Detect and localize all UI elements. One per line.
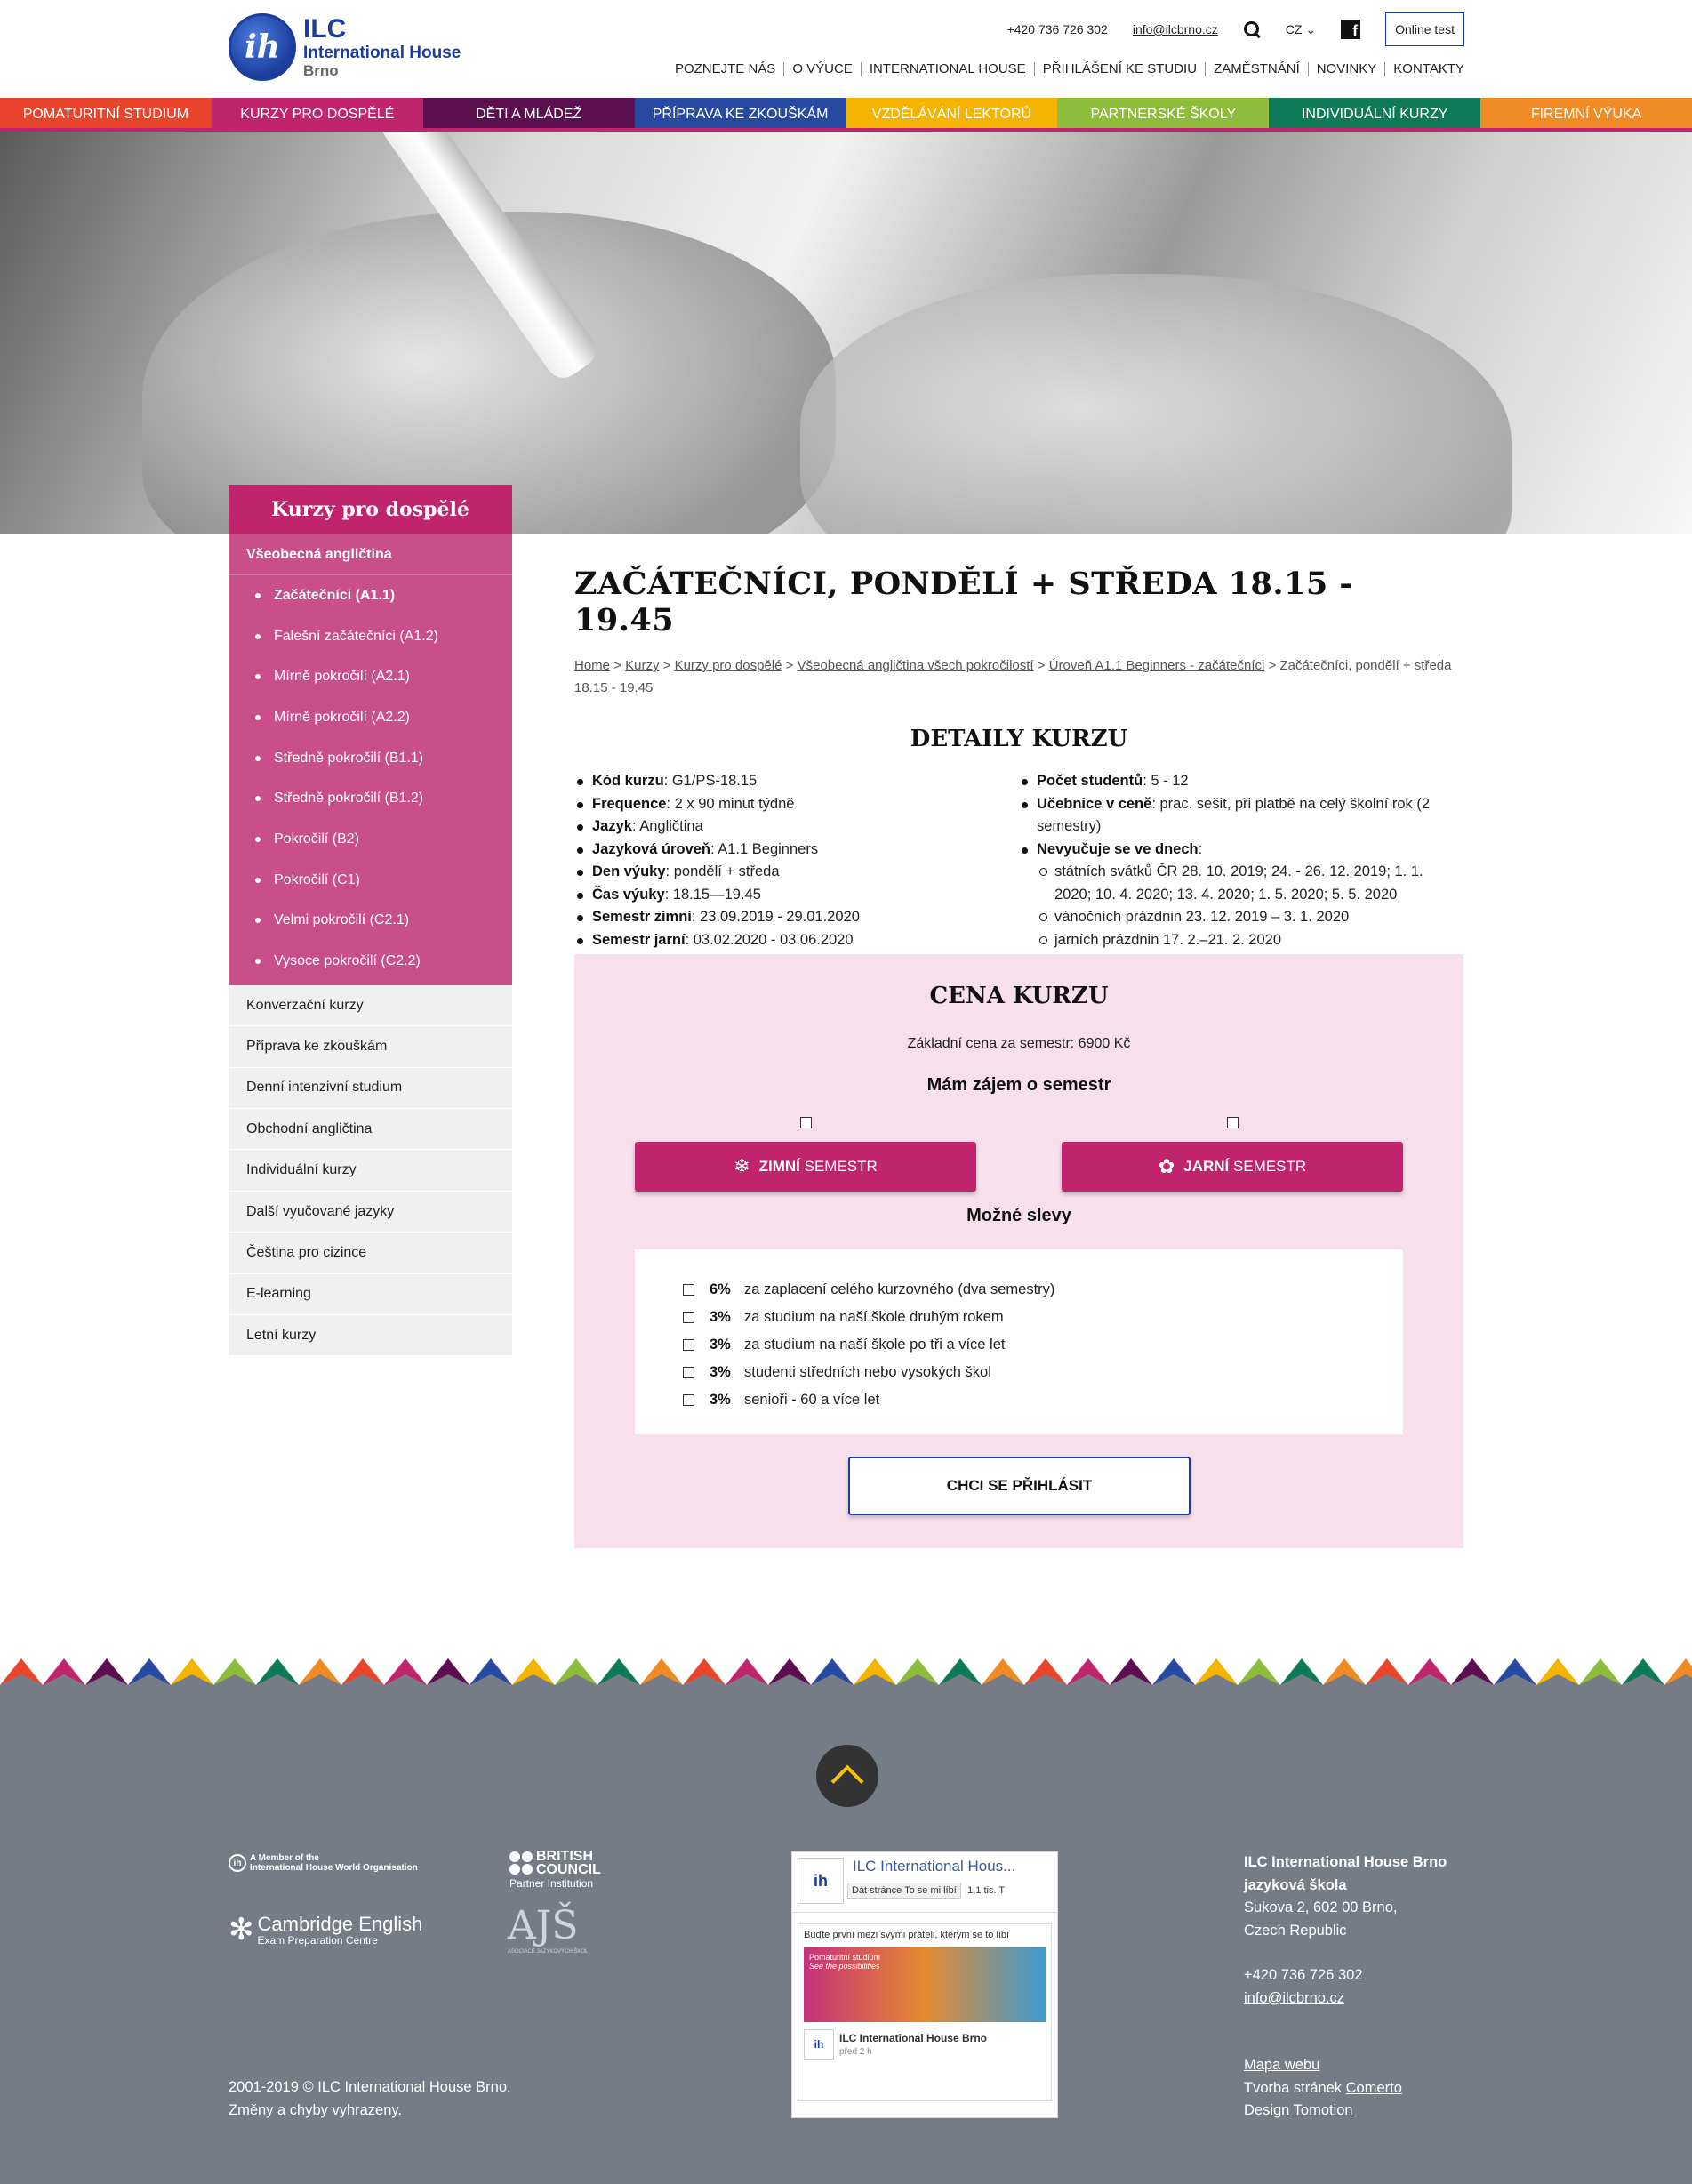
header-phone[interactable]: +420 736 726 302	[1006, 22, 1108, 36]
address-line1: Sukova 2, 602 00 Brno,	[1244, 1899, 1398, 1915]
sidebar	[229, 485, 512, 1356]
discount-row	[683, 1359, 1403, 1386]
detail-value: : G1/PS-18.15	[663, 773, 758, 789]
price-box	[574, 954, 1463, 1548]
discount-checkbox[interactable]	[683, 1367, 694, 1378]
ajs-sub: ASOCIACE JAZYKOVÝCH ŠKOL	[508, 1949, 589, 1955]
main-content	[574, 566, 1463, 951]
footer-address	[1244, 1851, 1447, 2010]
sidebar-item[interactable]: Příprava ke zkouškám	[229, 1026, 512, 1067]
address-line2: Czech Republic	[1244, 1922, 1347, 1939]
discount-row	[683, 1276, 1403, 1304]
nav-item[interactable]: NOVINKY	[1309, 62, 1386, 76]
price-title: CENA KURZU	[929, 983, 1109, 1009]
detail-value: : A1.1 Beginners	[710, 840, 819, 857]
discount-text: senioři - 60 a více let	[744, 1392, 880, 1408]
discount-percent: 3%	[710, 1364, 731, 1380]
british-council-logo[interactable]	[509, 1850, 601, 1890]
detail-value: : pondělí + středa	[665, 863, 780, 879]
breadcrumb-separator: >	[782, 658, 798, 673]
sitemap-link[interactable]: Mapa webu	[1244, 2057, 1320, 2073]
copyright-text: 2001-2019 © ILC International House Brno.	[229, 2079, 511, 2095]
ajs-logo[interactable]	[508, 1903, 589, 1955]
facebook-icon[interactable]: f	[1341, 20, 1360, 39]
detail-item	[574, 861, 1019, 884]
breadcrumb-current: Začátečníci, pondělí + středa 18.15 - 19.45	[574, 658, 1452, 695]
zigzag-bottom	[1664, 1674, 1692, 1703]
nav-item[interactable]: O VÝUCE	[784, 62, 862, 76]
footer-phone[interactable]: +420 736 726 302	[1244, 1967, 1363, 1983]
fb-page-name[interactable]: ILC International Hous...	[853, 1858, 1016, 1875]
main-nav	[667, 62, 1464, 76]
sidebar-level-item[interactable]: Pokročilí (C1)	[229, 860, 512, 901]
detail-value: : 2 x 90 minut týdně	[666, 795, 795, 812]
category-tab[interactable]: DĚTI A MLÁDEŽ	[423, 98, 635, 132]
fb-post-time: před 2 h	[839, 2047, 872, 2057]
discount-percent: 3%	[710, 1309, 731, 1325]
discount-row	[683, 1331, 1403, 1359]
detail-value: : 03.02.2020 - 03.06.2020	[685, 931, 854, 948]
detail-value: : prac. sešit, při platbě na celý školní rok (2 semestry)	[1037, 795, 1431, 834]
header-email-link[interactable]: info@ilcbrno.cz	[1132, 22, 1218, 36]
tomotion-link[interactable]: Tomotion	[1293, 2102, 1353, 2118]
nav-item[interactable]: INTERNATIONAL HOUSE	[862, 62, 1035, 76]
design-label: Design	[1244, 2102, 1294, 2118]
flower-icon: ✿	[1158, 1155, 1175, 1177]
discount-checkbox[interactable]	[683, 1284, 694, 1296]
detail-item	[574, 929, 1019, 952]
spring-label-bold: JARNÍ	[1183, 1158, 1230, 1175]
scroll-top-button[interactable]	[816, 1745, 878, 1807]
sidebar-category[interactable]: Všeobecná angličtina	[229, 534, 512, 575]
sidebar-item[interactable]: Další vyučované jazyky	[229, 1192, 512, 1233]
category-tab[interactable]: INDIVIDUÁLNÍ KURZY	[1269, 98, 1480, 132]
winter-label-bold: ZIMNÍ	[758, 1158, 800, 1175]
sidebar-level-item[interactable]: Mírně pokročilí (A2.2)	[229, 697, 512, 738]
spring-label-rest: SEMESTR	[1229, 1158, 1307, 1175]
nav-item[interactable]: KONTAKTY	[1393, 61, 1464, 76]
category-tab[interactable]: KURZY PRO DOSPĚLÉ	[212, 98, 423, 132]
breadcrumb-link[interactable]: Kurzy pro dospělé	[674, 658, 782, 673]
fb-post	[798, 1923, 1052, 2101]
discount-checkbox[interactable]	[683, 1394, 694, 1406]
sidebar-level-item[interactable]: Středně pokročilí (B1.1)	[229, 738, 512, 779]
fb-post-name: ILC International House Brno	[839, 2032, 988, 2044]
fb-page-avatar: ih	[798, 1858, 844, 1904]
category-tab[interactable]: FIREMNÍ VÝUKA	[1480, 98, 1692, 132]
discount-row	[683, 1304, 1403, 1331]
discount-text: za studium na naší škole druhým rokem	[744, 1309, 1004, 1325]
cambridge-line2: Exam Preparation Centre	[257, 1934, 378, 1947]
sidebar-item[interactable]: Obchodní angličtina	[229, 1109, 512, 1150]
sidebar-item[interactable]: Letní kurzy	[229, 1315, 512, 1356]
address-title1: ILC International House Brno	[1244, 1854, 1447, 1870]
nav-item[interactable]: POZNEJTE NÁS	[667, 62, 784, 76]
footer-copyright	[229, 2076, 511, 2122]
search-icon[interactable]	[1243, 20, 1261, 38]
cambridge-shield-icon: ✻	[229, 1913, 254, 1947]
sidebar-other-list	[229, 985, 512, 1357]
detail-item	[1019, 793, 1463, 839]
made-by-label: Tvorba stránek	[1244, 2079, 1346, 2096]
detail-key: Den výuky	[592, 863, 666, 879]
page-title: ZAČÁTEČNÍCI, PONDĚLÍ + STŘEDA 18.15 - 19.45	[574, 566, 1353, 638]
detail-key: Počet studentů	[1037, 773, 1143, 789]
detail-key: Jazyk	[592, 818, 632, 834]
sidebar-item[interactable]: Čeština pro cizince	[229, 1233, 512, 1273]
detail-key: Semestr zimní	[592, 909, 692, 925]
discount-text: studenti středních nebo vysokých škol	[744, 1364, 991, 1380]
holiday-item: státních svátků ČR 28. 10. 2019; 24. - 26. 12. 2019; 1. 1. 2020; 10. 4. 2020; 13. 4. 2020; 1. 5. 2020; 5. 5. 2020	[1037, 861, 1463, 906]
sidebar-level-item[interactable]: Velmi pokročilí (C2.1)	[229, 901, 512, 942]
snowflake-icon: ❄	[734, 1155, 750, 1177]
detail-key: Učebnice v ceně	[1037, 795, 1152, 812]
breadcrumb-separator: >	[1033, 658, 1049, 673]
logo-line2: International House	[303, 44, 461, 62]
detail-key: Čas výuky	[592, 886, 665, 903]
british-council-dots-icon	[509, 1851, 533, 1875]
detail-value: :	[1198, 840, 1203, 857]
detail-key: Jazyková úroveň	[592, 840, 710, 857]
discount-checkbox[interactable]	[683, 1312, 694, 1323]
bc-line1: BRITISH	[536, 1849, 593, 1864]
detail-item	[574, 770, 1019, 793]
detail-value: : 18.15—19.45	[664, 886, 761, 903]
detail-key: Frequence	[592, 795, 667, 812]
chevron-down-icon: ⌄	[1305, 21, 1317, 36]
language-label: CZ	[1285, 21, 1303, 36]
nav-item[interactable]: PŘIHLÁŠENÍ KE STUDIU	[1035, 62, 1206, 76]
sidebar-level-item[interactable]: Pokročilí (B2)	[229, 819, 512, 860]
discount-percent: 3%	[710, 1392, 731, 1408]
discount-checkbox[interactable]	[683, 1339, 694, 1351]
apply-button[interactable]: CHCI SE PŘIHLÁSIT	[848, 1457, 1191, 1515]
winter-label-rest: SEMESTR	[799, 1158, 878, 1175]
detail-item	[1019, 839, 1463, 952]
category-tab[interactable]: POMATURITNÍ STUDIUM	[0, 98, 212, 132]
breadcrumb	[574, 654, 1463, 699]
address-title2: jazyková škola	[1244, 1876, 1347, 1893]
online-test-button[interactable]: Online test	[1385, 12, 1464, 46]
breadcrumb-link[interactable]: Home	[574, 658, 611, 673]
fb-img-line1: Pomaturitní studium	[809, 1953, 881, 1962]
sidebar-level-item[interactable]: Falešní začátečníci (A1.2)	[229, 616, 512, 657]
discounts-title: Možné slevy	[966, 1206, 1071, 1225]
base-price: Základní cena za semestr: 6900 Kč	[907, 1036, 1131, 1051]
sidebar-level-item[interactable]: Vysoce pokročilí (C2.2)	[229, 941, 512, 982]
sidebar-item[interactable]: Konverzační kurzy	[229, 985, 512, 1026]
detail-item	[574, 839, 1019, 862]
holiday-list	[1037, 861, 1463, 951]
breadcrumb-link[interactable]: Úroveň A1.1 Beginners - začátečníci	[1048, 658, 1265, 673]
spring-semester-checkbox[interactable]	[1227, 1117, 1239, 1128]
discounts-list	[635, 1249, 1403, 1434]
discount-text: za studium na naší škole po tři a více let	[744, 1337, 1006, 1353]
detail-key: Kód kurzu	[592, 773, 664, 789]
hero-hand2-shape	[800, 274, 1512, 534]
site-logo[interactable]	[229, 13, 461, 81]
sidebar-level-item[interactable]: Mírně pokročilí (A2.1)	[229, 656, 512, 697]
logo-line3: Brno	[303, 62, 339, 79]
detail-value: : 5 - 12	[1143, 773, 1189, 789]
facebook-widget[interactable]	[791, 1851, 1058, 2118]
ih-small-icon: ih	[229, 1854, 246, 1872]
category-tab[interactable]: VZDĚLÁVÁNÍ LEKTORŮ	[846, 98, 1058, 132]
breadcrumb-link[interactable]: Kurzy	[625, 658, 660, 673]
detail-item	[574, 884, 1019, 907]
nav-item[interactable]: ZAMĚSTNÁNÍ	[1206, 62, 1309, 76]
sidebar-title: Kurzy pro dospělé	[229, 485, 512, 534]
cambridge-english-logo[interactable]	[229, 1914, 422, 1947]
language-selector[interactable]	[1286, 22, 1316, 37]
comerto-link[interactable]: Comerto	[1345, 2079, 1402, 2096]
winter-semester-checkbox[interactable]	[800, 1117, 812, 1128]
breadcrumb-separator: >	[610, 658, 626, 673]
breadcrumb-separator: >	[659, 658, 675, 673]
ih-member-line1: A Member of the	[250, 1853, 319, 1863]
category-bar	[0, 98, 1692, 132]
discount-text: za zaplacení celého kurzovného (dva semestry)	[744, 1281, 1055, 1297]
fb-post-avatar: ih	[804, 2029, 834, 2060]
ajs-mark: AJŠ	[508, 1903, 579, 1948]
hero-image	[0, 132, 1692, 534]
fb-prompt: Buďte první mezi svými přáteli, kterým se to líbí	[804, 1930, 1010, 1940]
footer-links	[1244, 2054, 1402, 2123]
bc-line2: COUNCIL	[536, 1862, 601, 1877]
sidebar-item[interactable]: Denní intenzivní studium	[229, 1068, 512, 1109]
detail-item	[574, 815, 1019, 839]
semester-title: Mám zájem o semestr	[926, 1075, 1111, 1095]
errors-text: Změny a chyby vyhrazeny.	[229, 2101, 403, 2118]
discount-percent: 3%	[710, 1337, 731, 1353]
detail-item	[574, 906, 1019, 929]
bc-line3: Partner Institution	[509, 1877, 594, 1890]
discount-row	[683, 1386, 1403, 1414]
course-details	[574, 770, 1463, 951]
logo-line1: ILC	[303, 14, 347, 44]
sidebar-item[interactable]: Individuální kurzy	[229, 1150, 512, 1191]
detail-value: : Angličtina	[631, 818, 703, 834]
footer-email-link[interactable]: info@ilcbrno.cz	[1244, 1989, 1345, 2006]
detail-value: : 23.09.2019 - 29.01.2020	[691, 909, 860, 925]
breadcrumb-separator: >	[1264, 658, 1280, 673]
ih-member-logo[interactable]	[229, 1853, 418, 1873]
sidebar-item[interactable]: E-learning	[229, 1274, 512, 1315]
sidebar-level-item[interactable]: Středně pokročilí (B1.2)	[229, 778, 512, 819]
detail-item	[1019, 770, 1463, 793]
sidebar-level-item[interactable]: Začátečníci (A1.1)	[229, 575, 512, 616]
footer-zigzag	[0, 1658, 1692, 1703]
category-tab[interactable]: PŘÍPRAVA KE ZKOUŠKÁM	[635, 98, 846, 132]
ih-logo-icon: ih	[229, 13, 296, 81]
detail-key: Nevyučuje se ve dnech	[1037, 840, 1199, 857]
detail-key: Semestr jarní	[592, 931, 686, 948]
sidebar-submenu	[229, 534, 512, 985]
footer	[0, 1700, 1692, 2184]
holiday-item: jarních prázdnin 17. 2.–21. 2. 2020	[1037, 929, 1463, 952]
category-tab[interactable]: PARTNERSKÉ ŠKOLY	[1057, 98, 1269, 132]
detail-item	[574, 793, 1019, 816]
fb-post-image	[804, 1947, 1046, 2022]
top-utility-bar	[982, 12, 1464, 46]
fb-like-button[interactable]: Dát stránce To se mi líbí	[847, 1883, 961, 1899]
fb-like-count: 1,1 tis. T	[967, 1885, 1006, 1896]
spring-semester-button[interactable]	[1062, 1142, 1403, 1192]
cambridge-line1: Cambridge English	[257, 1913, 423, 1935]
holiday-item: vánočních prázdnin 23. 12. 2019 – 3. 1. 2020	[1037, 906, 1463, 929]
details-title: DETAILY KURZU	[910, 726, 1128, 752]
breadcrumb-link[interactable]: Všeobecná angličtina všech pokročilostí	[797, 658, 1034, 673]
winter-semester-button[interactable]	[635, 1142, 976, 1192]
discount-percent: 6%	[710, 1281, 731, 1297]
ih-member-line2: International House World Organisation	[250, 1863, 418, 1873]
fb-img-line2: See the possibilities	[809, 1962, 880, 1971]
